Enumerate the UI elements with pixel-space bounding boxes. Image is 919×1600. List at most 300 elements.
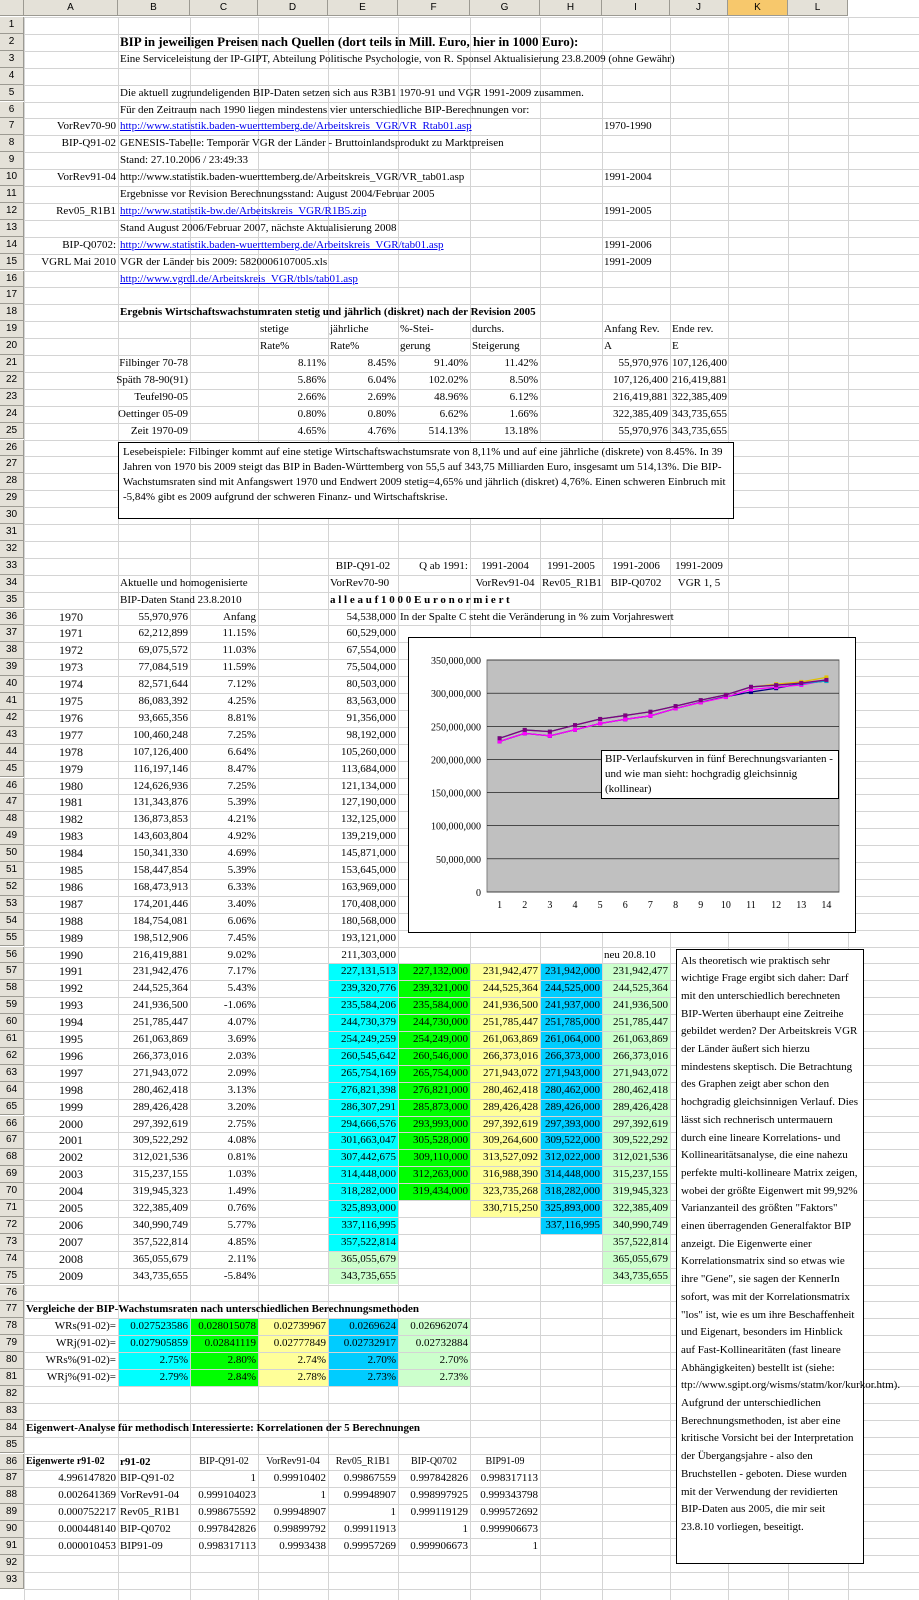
vorrev70-value[interactable]: 83,563,000 [346, 695, 396, 707]
series-value[interactable]: 244,525,364 [613, 982, 668, 995]
growth-value[interactable]: 6.12% [509, 390, 538, 403]
series-header[interactable]: VorRev91-04 [475, 576, 535, 589]
source-text[interactable]: Stand: 27.10.2006 / 23:49:33 [120, 154, 249, 167]
growth-title[interactable]: Ergebnis Wirtschaftswachstumraten stetig und jährlich (diskret) nach der Revision 2005 [120, 306, 536, 319]
bip-value[interactable]: 158,447,854 [133, 864, 188, 876]
correlation-value[interactable]: 0.998317113 [480, 1472, 538, 1485]
row-header[interactable]: 63 [0, 1065, 24, 1082]
vorrev70-value[interactable]: 132,125,000 [341, 813, 396, 826]
growth-header[interactable]: durchs. [472, 323, 505, 336]
row-header[interactable]: 69 [0, 1166, 24, 1183]
change-percent[interactable]: -1.06% [223, 999, 256, 1012]
source-link[interactable] [118, 271, 602, 288]
series-header[interactable]: VorRev70-90 [330, 576, 390, 589]
comparison-value[interactable]: 0.02841119 [204, 1337, 256, 1350]
series-value[interactable]: 235,584,206 [341, 999, 396, 1012]
year-label[interactable]: 1974 [59, 677, 83, 692]
growth-value[interactable]: 6.04% [367, 373, 396, 386]
series-value[interactable]: 312,021,536 [613, 1151, 668, 1164]
comparison-value[interactable]: 0.02732917 [343, 1337, 396, 1350]
source-period[interactable]: 1991-2005 [604, 204, 652, 217]
column-note[interactable]: In der Spalte C steht die Veränderung in % zum Vorjahreswert [400, 610, 674, 623]
series-value[interactable]: 365,055,679 [613, 1252, 668, 1265]
eigenvalue[interactable]: 0.000448140 [58, 1523, 116, 1536]
source-label[interactable]: BIP-Q91-02 [61, 137, 116, 150]
change-percent[interactable]: 0.81% [227, 1151, 256, 1164]
bip-value[interactable]: 315,237,155 [133, 1168, 188, 1181]
series-value[interactable]: 251,785,000 [545, 1016, 600, 1029]
comparison-value[interactable]: 2.74% [297, 1354, 326, 1367]
series-value[interactable]: 337,116,995 [545, 1218, 600, 1231]
comparison-label[interactable]: WRj(91-02)= [56, 1337, 116, 1350]
series-value[interactable]: 244,730,000 [413, 1016, 468, 1029]
change-percent[interactable]: 8.47% [227, 762, 256, 775]
row-header[interactable]: 25 [0, 423, 24, 440]
eigen-row-label[interactable]: BIP-Q91-02 [120, 1472, 175, 1485]
year-label[interactable]: 1977 [59, 727, 83, 742]
column-header[interactable]: G [470, 0, 540, 16]
row-header[interactable]: 67 [0, 1132, 24, 1149]
change-percent[interactable]: 11.03% [222, 644, 256, 657]
series-value[interactable]: 314,448,000 [341, 1168, 396, 1181]
year-label[interactable]: 1979 [59, 761, 83, 776]
bip-value[interactable]: 309,522,292 [133, 1134, 188, 1147]
eigenvalue[interactable]: 0.002641369 [58, 1489, 116, 1502]
new-label[interactable]: neu 20.8.10 [604, 948, 656, 961]
row-header[interactable]: 80 [0, 1352, 24, 1369]
growth-value[interactable]: 8.45% [367, 357, 396, 369]
growth-period[interactable]: Filbinger 70-78 [119, 357, 188, 369]
series-value[interactable]: 325,893,000 [341, 1202, 396, 1214]
row-header[interactable]: 68 [0, 1149, 24, 1166]
vorrev70-value[interactable]: 163,969,000 [341, 880, 396, 893]
growth-value[interactable]: 5.86% [297, 373, 326, 386]
row-header[interactable]: 20 [0, 338, 24, 355]
change-percent[interactable]: 4.07% [227, 1016, 256, 1029]
series-value[interactable]: 231,942,477 [483, 965, 538, 978]
row-header[interactable]: 62 [0, 1048, 24, 1065]
column-header[interactable]: C [190, 0, 258, 16]
growth-value[interactable]: 343,735,655 [672, 407, 727, 420]
series-value[interactable]: 337,116,995 [341, 1218, 396, 1231]
correlation-value[interactable]: 0.9993438 [279, 1540, 326, 1552]
change-percent[interactable]: 3.13% [227, 1083, 256, 1096]
vorrev70-value[interactable]: 60,529,000 [346, 627, 396, 640]
comparison-title[interactable]: Vergleiche der BIP-Wachstumsraten nach unterschiedlichen Berechnungsmethoden [26, 1303, 420, 1316]
row-header[interactable]: 29 [0, 490, 24, 507]
growth-header[interactable]: E [672, 340, 679, 353]
year-label[interactable]: 1986 [59, 879, 83, 894]
vorrev70-value[interactable]: 180,568,000 [341, 914, 396, 927]
growth-header[interactable]: Rate% [330, 340, 360, 353]
series-value[interactable]: 285,873,000 [413, 1100, 468, 1113]
change-percent[interactable]: 1.03% [227, 1168, 256, 1181]
year-label[interactable]: 1996 [59, 1048, 83, 1063]
bip-value[interactable]: 266,373,016 [133, 1049, 188, 1062]
year-label[interactable]: 2005 [59, 1201, 83, 1215]
bip-value[interactable]: 55,970,976 [138, 610, 188, 623]
series-value[interactable]: 323,735,268 [483, 1185, 538, 1198]
change-percent[interactable]: 4.08% [227, 1134, 256, 1147]
bip-value[interactable]: 365,055,679 [133, 1252, 188, 1265]
column-header[interactable]: J [670, 0, 728, 16]
series-value[interactable]: 297,392,619 [483, 1117, 538, 1130]
column-header[interactable]: L [788, 0, 848, 16]
change-percent[interactable]: 11.15% [222, 627, 256, 640]
comparison-value[interactable]: 0.027523586 [130, 1320, 188, 1333]
intro-note[interactable]: Für den Zeitraum nach 1990 liegen mindestens vier unterschiedliche BIP-Berechnungen vor: [120, 103, 530, 116]
series-value[interactable]: 330,715,250 [483, 1202, 538, 1214]
growth-value[interactable]: 13.18% [504, 424, 538, 437]
column-header[interactable]: D [258, 0, 328, 16]
change-percent[interactable]: 0.76% [227, 1202, 256, 1214]
growth-value[interactable]: 8.50% [509, 373, 538, 386]
comparison-label[interactable]: WRs%(91-02)= [45, 1354, 116, 1367]
eigenvalue[interactable]: 0.000010453 [58, 1540, 116, 1552]
series-value[interactable]: 265,754,000 [413, 1066, 468, 1079]
change-percent[interactable]: 4.69% [227, 847, 256, 860]
series-value[interactable]: 244,730,379 [341, 1016, 396, 1029]
change-percent[interactable]: 2.75% [227, 1117, 256, 1130]
change-percent[interactable]: 1.49% [227, 1185, 256, 1198]
change-percent[interactable]: 3.40% [227, 897, 256, 910]
change-percent[interactable]: 7.25% [227, 728, 256, 741]
row-header[interactable]: 33 [0, 558, 24, 575]
comparison-value[interactable]: 2.84% [227, 1371, 256, 1383]
series-value[interactable]: 254,249,259 [341, 1033, 396, 1045]
eigen-row-label[interactable]: VorRev91-04 [120, 1489, 180, 1502]
column-header[interactable]: I [602, 0, 670, 16]
bip-value[interactable]: 244,525,364 [133, 982, 188, 995]
change-percent[interactable]: 4.25% [227, 695, 256, 707]
bip-value[interactable]: 136,873,853 [133, 813, 188, 826]
series-value[interactable]: 276,821,398 [341, 1083, 396, 1096]
row-header[interactable]: 73 [0, 1234, 24, 1251]
series-value[interactable]: 365,055,679 [341, 1252, 396, 1265]
growth-value[interactable]: 1.66% [509, 407, 538, 420]
row-header[interactable]: 40 [0, 676, 24, 693]
column-header[interactable]: E [328, 0, 398, 16]
source-label[interactable]: VorRev70-90 [56, 120, 116, 133]
series-value[interactable]: 297,393,000 [545, 1117, 600, 1130]
source-text[interactable]: VGR der Länder bis 2009: 5820006107005.xls [120, 255, 328, 268]
eigenvalue[interactable]: 4.996147820 [58, 1472, 116, 1485]
row-header[interactable]: 53 [0, 896, 24, 913]
series-value[interactable]: 244,525,000 [545, 982, 600, 995]
series-value[interactable]: 313,527,092 [483, 1151, 538, 1164]
change-percent[interactable]: 4.92% [227, 830, 256, 843]
series-value[interactable]: 276,821,000 [413, 1083, 468, 1096]
row-header[interactable]: 76 [0, 1285, 24, 1302]
series-value[interactable]: 280,462,000 [545, 1083, 600, 1096]
growth-header[interactable]: gerung [400, 340, 431, 353]
series-value[interactable]: 239,321,000 [413, 982, 468, 995]
comparison-value[interactable]: 0.02732884 [415, 1337, 468, 1350]
year-label[interactable]: 1990 [59, 947, 83, 962]
eigen-row-label[interactable]: BIP91-09 [120, 1540, 163, 1552]
change-percent[interactable]: 5.43% [227, 982, 256, 995]
comparison-value[interactable]: 2.73% [367, 1371, 396, 1383]
series-value[interactable]: 241,937,000 [545, 999, 600, 1012]
row-header[interactable]: 79 [0, 1335, 24, 1352]
row-header[interactable]: 9 [0, 152, 24, 169]
change-percent[interactable]: 2.09% [227, 1066, 256, 1079]
series-value[interactable]: 254,249,000 [413, 1033, 468, 1045]
row-header[interactable]: 4 [0, 68, 24, 85]
change-percent[interactable]: 3.69% [227, 1033, 256, 1045]
series-value[interactable]: 343,735,655 [613, 1269, 668, 1282]
correlation-value[interactable]: 1 [532, 1540, 538, 1552]
series-value[interactable]: 231,942,000 [545, 965, 600, 978]
year-label[interactable]: 1980 [59, 778, 83, 793]
growth-value[interactable]: 216,419,881 [613, 390, 668, 403]
row-header[interactable]: 72 [0, 1217, 24, 1234]
year-label[interactable]: 1983 [59, 829, 83, 844]
year-label[interactable]: 1994 [59, 1015, 83, 1030]
row-header[interactable]: 70 [0, 1183, 24, 1200]
row-header[interactable]: 93 [0, 1572, 24, 1589]
correlation-value[interactable]: 0.999572692 [480, 1506, 538, 1519]
source-link-text[interactable]: http://www.statistik.baden-wuerttemberg.de/Arbeitskreis_VGR/tab01.asp [120, 238, 444, 251]
eigen-header[interactable]: BIP-Q0702 [410, 1455, 458, 1467]
vorrev70-value[interactable]: 170,408,000 [341, 897, 396, 910]
year-label[interactable]: 1981 [59, 795, 83, 810]
change-percent[interactable]: 3.20% [227, 1100, 256, 1113]
growth-value[interactable]: 0.80% [367, 407, 396, 420]
eigen-header[interactable]: BIP-Q91-02 [199, 1455, 249, 1467]
row-header[interactable]: 58 [0, 980, 24, 997]
row-header[interactable]: 3 [0, 51, 24, 68]
growth-value[interactable]: 91.40% [434, 357, 468, 369]
column-header[interactable]: K [728, 0, 788, 16]
year-label[interactable]: 1976 [59, 710, 83, 725]
bip-value[interactable]: 184,754,081 [133, 914, 188, 927]
series-value[interactable]: 312,022,000 [545, 1151, 600, 1164]
row-header[interactable]: 41 [0, 693, 24, 710]
bip-value[interactable]: 86,083,392 [138, 695, 188, 707]
row-header[interactable]: 87 [0, 1470, 24, 1487]
correlation-value[interactable]: 0.998675592 [198, 1506, 256, 1519]
bip-value[interactable]: 251,785,447 [133, 1016, 188, 1029]
row-header[interactable]: 78 [0, 1318, 24, 1335]
eigen-header[interactable]: Rev05_R1B1 [335, 1455, 391, 1467]
change-percent[interactable]: 7.17% [227, 965, 256, 978]
source-period[interactable]: 1970-1990 [604, 120, 652, 133]
year-label[interactable]: 2003 [59, 1167, 83, 1182]
growth-value[interactable]: 107,126,400 [613, 373, 668, 386]
growth-value[interactable]: 0.80% [297, 407, 326, 420]
growth-period[interactable]: Teufel90-05 [134, 390, 188, 403]
source-text[interactable]: Ergebnisse vor Revision Berechnungsstand: August 2004/Februar 2005 [120, 188, 435, 200]
correlation-value[interactable]: 0.99911913 [344, 1523, 396, 1536]
bip-value[interactable]: 289,426,428 [133, 1100, 188, 1113]
series-value[interactable]: 261,064,000 [545, 1033, 600, 1045]
row-header[interactable]: 89 [0, 1504, 24, 1521]
bip-value[interactable]: 174,201,446 [133, 897, 188, 910]
series-header[interactable]: 1991-2009 [675, 559, 723, 572]
series-header[interactable]: BIP-Q0702 [610, 576, 662, 589]
year-label[interactable]: 1985 [59, 863, 83, 877]
comparison-value[interactable]: 2.78% [297, 1371, 326, 1383]
series-header[interactable]: Q ab 1991: [419, 559, 468, 572]
series-header[interactable]: VGR 1, 5 [677, 576, 721, 589]
growth-value[interactable]: 322,385,409 [613, 407, 668, 420]
comparison-value[interactable]: 2.73% [439, 1371, 468, 1383]
start-label[interactable]: Anfang [223, 610, 256, 623]
table-caption[interactable]: Aktuelle und homogenisierte [120, 576, 248, 589]
change-percent[interactable]: 5.39% [227, 864, 256, 876]
bip-value[interactable]: 340,990,749 [133, 1218, 188, 1231]
vorrev70-value[interactable]: 80,503,000 [346, 678, 396, 691]
comparison-value[interactable]: 2.79% [159, 1371, 188, 1383]
eigen-header[interactable]: Eigenwerte r91-02 [26, 1455, 105, 1467]
chart-container[interactable] [408, 637, 856, 933]
year-label[interactable]: 2000 [59, 1116, 83, 1131]
year-label[interactable]: 1992 [59, 981, 83, 996]
bip-value[interactable]: 198,512,906 [133, 931, 188, 944]
row-header[interactable]: 92 [0, 1555, 24, 1572]
bip-value[interactable]: 261,063,869 [133, 1033, 188, 1045]
growth-header[interactable]: A [604, 340, 612, 353]
year-label[interactable]: 2007 [59, 1234, 83, 1249]
series-value[interactable]: 343,735,655 [341, 1269, 396, 1282]
source-period[interactable]: 1991-2004 [604, 171, 652, 184]
row-header[interactable]: 43 [0, 727, 24, 744]
growth-value[interactable]: 107,126,400 [672, 357, 727, 369]
eigen-row-label[interactable]: Rev05_R1B1 [120, 1506, 180, 1519]
growth-header[interactable]: Ende rev. [672, 323, 714, 336]
series-value[interactable]: 325,893,000 [545, 1202, 600, 1214]
row-header[interactable]: 84 [0, 1420, 24, 1437]
vorrev70-value[interactable]: 121,134,000 [341, 779, 396, 792]
row-header[interactable]: 6 [0, 102, 24, 119]
vorrev70-value[interactable]: 113,684,000 [341, 762, 396, 775]
bip-value[interactable]: 124,626,936 [133, 779, 188, 792]
vorrev70-value[interactable]: 98,192,000 [346, 728, 396, 741]
source-label[interactable]: Rev05_R1B1 [56, 204, 116, 217]
row-header[interactable]: 90 [0, 1521, 24, 1538]
year-label[interactable]: 1972 [59, 643, 83, 658]
row-header[interactable]: 11 [0, 186, 24, 203]
vorrev70-value[interactable]: 211,303,000 [341, 948, 396, 961]
growth-value[interactable]: 4.76% [367, 424, 396, 437]
year-label[interactable]: 1973 [59, 660, 83, 675]
row-header[interactable]: 5 [0, 85, 24, 102]
bip-value[interactable]: 312,021,536 [133, 1151, 188, 1164]
year-label[interactable]: 1999 [59, 1099, 83, 1114]
growth-value[interactable]: 11.42% [504, 357, 538, 369]
row-header[interactable]: 83 [0, 1403, 24, 1420]
growth-value[interactable]: 514.13% [428, 424, 468, 437]
series-value[interactable]: 266,373,000 [545, 1049, 600, 1062]
row-header[interactable]: 82 [0, 1386, 24, 1403]
comparison-value[interactable]: 0.02777849 [273, 1337, 326, 1350]
correlation-value[interactable]: 0.999906673 [410, 1540, 468, 1552]
series-value[interactable]: 266,373,016 [613, 1049, 668, 1062]
year-label[interactable]: 1993 [59, 998, 83, 1013]
row-header[interactable]: 30 [0, 507, 24, 524]
growth-header[interactable]: stetige [260, 323, 289, 336]
correlation-value[interactable]: 1 [320, 1489, 326, 1502]
vorrev70-value[interactable]: 105,260,000 [341, 745, 396, 758]
series-value[interactable]: 340,990,749 [613, 1218, 668, 1231]
source-label[interactable]: BIP-Q0702: [62, 238, 116, 251]
correlation-value[interactable]: 0.99910402 [273, 1472, 326, 1485]
table-caption[interactable]: BIP-Daten Stand 23.8.2010 [120, 593, 242, 606]
series-value[interactable]: 357,522,814 [341, 1235, 396, 1248]
year-label[interactable]: 2002 [59, 1150, 83, 1165]
series-value[interactable]: 309,522,292 [613, 1134, 668, 1147]
growth-period[interactable]: Oettinger 05-09 [118, 407, 188, 420]
column-header[interactable]: B [118, 0, 190, 16]
row-header[interactable]: 61 [0, 1031, 24, 1048]
row-header[interactable]: 71 [0, 1200, 24, 1217]
change-percent[interactable]: 7.45% [227, 931, 256, 944]
source-label[interactable]: VGRL Mai 2010 [41, 255, 116, 268]
row-header[interactable]: 31 [0, 524, 24, 541]
change-percent[interactable]: 4.21% [227, 813, 256, 826]
year-label[interactable]: 1989 [59, 930, 83, 945]
bip-value[interactable]: 297,392,619 [133, 1117, 188, 1130]
row-header[interactable]: 34 [0, 575, 24, 592]
series-value[interactable]: 293,993,000 [413, 1117, 468, 1130]
year-label[interactable]: 1988 [59, 913, 83, 928]
bip-value[interactable]: 216,419,881 [133, 948, 188, 961]
row-header[interactable]: 10 [0, 169, 24, 186]
eigen-header[interactable]: r91-02 [120, 1455, 151, 1468]
series-value[interactable]: 280,462,418 [483, 1083, 538, 1096]
eigenvalue[interactable]: 0.000752217 [58, 1506, 116, 1519]
growth-value[interactable]: 216,419,881 [672, 373, 727, 386]
eigen-row-label[interactable]: BIP-Q0702 [120, 1523, 171, 1536]
series-header[interactable]: Rev05_R1B1 [542, 576, 602, 589]
select-all-corner[interactable] [0, 0, 24, 16]
growth-period[interactable]: Zeit 1970-09 [130, 424, 188, 437]
source-link[interactable] [118, 237, 602, 254]
series-value[interactable]: 316,988,390 [483, 1168, 538, 1181]
bip-value[interactable]: 322,385,409 [133, 1202, 188, 1214]
series-value[interactable]: 271,943,072 [483, 1066, 538, 1079]
vorrev70-value[interactable]: 139,219,000 [341, 830, 396, 843]
row-header[interactable]: 1 [0, 17, 24, 34]
comparison-value[interactable]: 2.70% [367, 1354, 396, 1367]
bip-value[interactable]: 82,571,644 [138, 678, 188, 691]
year-label[interactable]: 2008 [59, 1251, 83, 1266]
row-header[interactable]: 16 [0, 271, 24, 288]
growth-header[interactable]: Steigerung [472, 340, 520, 353]
year-label[interactable]: 1997 [59, 1065, 83, 1080]
bip-value[interactable]: 100,460,248 [133, 728, 188, 741]
series-value[interactable]: 315,237,155 [613, 1168, 668, 1181]
row-header[interactable]: 51 [0, 862, 24, 879]
series-header[interactable]: 1991-2005 [547, 559, 595, 572]
row-header[interactable]: 23 [0, 389, 24, 406]
series-value[interactable]: 227,131,513 [341, 965, 396, 978]
source-text[interactable]: Stand August 2006/Februar 2007, nächste Aktualisierung 2008 [120, 221, 397, 234]
correlation-value[interactable]: 0.99899792 [273, 1523, 326, 1536]
series-value[interactable]: 289,426,000 [545, 1100, 600, 1113]
change-percent[interactable]: 6.06% [227, 914, 256, 927]
bip-value[interactable]: 168,473,913 [133, 880, 188, 893]
series-value[interactable]: 260,546,000 [413, 1049, 468, 1062]
series-value[interactable]: 289,426,428 [483, 1100, 538, 1113]
row-header[interactable]: 37 [0, 625, 24, 642]
series-value[interactable]: 251,785,447 [613, 1016, 668, 1029]
row-header[interactable]: 19 [0, 321, 24, 338]
correlation-value[interactable]: 0.999104023 [198, 1489, 256, 1502]
source-link-text[interactable]: http://www.vgrdl.de/Arbeitskreis_VGR/tbls/tab01.asp [120, 272, 358, 285]
growth-header[interactable]: Rate% [260, 340, 290, 353]
